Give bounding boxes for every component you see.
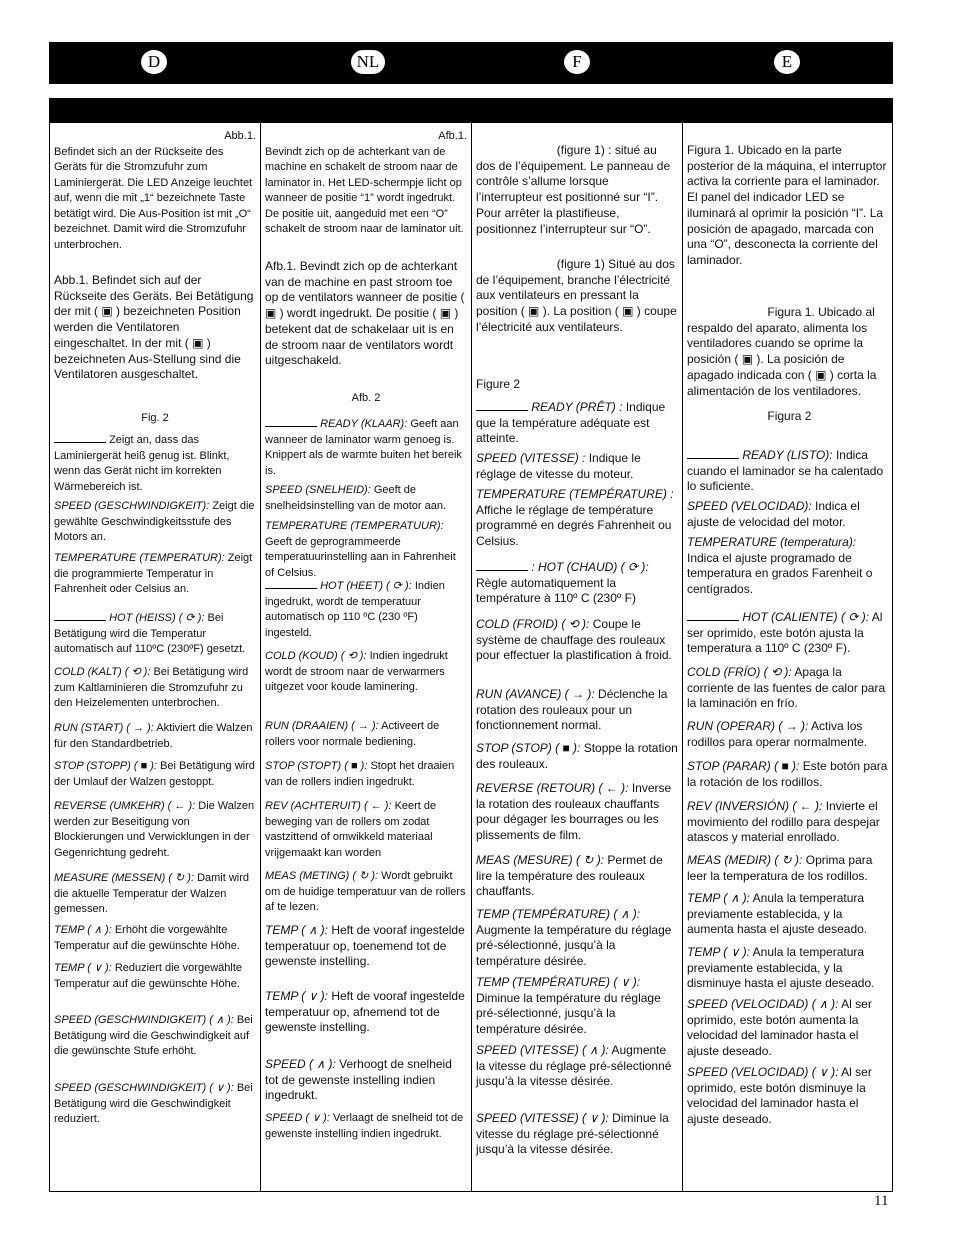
- text-block: [687, 719, 888, 750]
- text-block: [687, 853, 888, 884]
- control-label: RUN (DRAAIEN) ( → ):: [265, 720, 379, 732]
- control-label: TEMP ( ∧ ):: [687, 891, 750, 905]
- control-label: SPEED ( ∨ ):: [265, 1112, 330, 1124]
- description-text: Bei Betätigung wird der Umlauf der Walzen gestoppt.: [54, 760, 255, 788]
- text-block: [687, 535, 888, 598]
- description-text: Activeert de rollers voor normale bediening.: [265, 720, 440, 748]
- text-block: [476, 1043, 678, 1090]
- control-label: HOT (HEISS) ( ⟳ ):: [109, 612, 205, 624]
- control-label: COLD (KOUD) ( ⟲ ):: [265, 650, 367, 662]
- language-header-bar: [49, 42, 893, 84]
- text-block: [687, 665, 888, 712]
- description-text: Zeigt die gewählte Geschwindigkeitsstufe des Motors an.: [54, 500, 255, 543]
- description-text: Anula la temperatura previamente establecida, y la disminuye hasta el ajuste deseado.: [687, 945, 875, 991]
- description-text: Reduziert die vorgewählte Temperatur auf die gewünschte Höhe.: [54, 962, 242, 990]
- blank-line: [476, 399, 528, 411]
- text-block: [476, 377, 678, 393]
- description-text: Bei Betätigung wird die Temperatur automatisch auf 110ºC (230ºF) gesetzt.: [54, 612, 246, 655]
- control-label: SPEED (VELOCIDAD) ( ∨ ):: [687, 1065, 839, 1079]
- text-block: [265, 1057, 467, 1104]
- text-block: [54, 799, 256, 861]
- blank-line: [265, 415, 317, 427]
- figure-reference: Fig. 2: [141, 412, 169, 424]
- text-block: [265, 415, 467, 479]
- text-block: [265, 799, 467, 861]
- page-number: 11: [874, 1193, 889, 1209]
- description-text: Al ser oprimido, este botón disminuye la velocidad del laminador hasta el ajuste deseado.: [687, 1065, 872, 1127]
- control-label: TEMP ( ∨ ):: [687, 945, 750, 959]
- control-label: HOT (CALIENTE) ( ⟳ ):: [742, 610, 870, 624]
- text-block: [265, 129, 467, 238]
- text-block: [687, 799, 888, 846]
- text-block: [54, 129, 256, 253]
- description-text: Indica el ajuste programado de temperatura en grados Farenheit o centígrados.: [687, 550, 873, 597]
- control-label: : HOT (CHAUD) ( ⟳ ):: [531, 560, 649, 574]
- text-block: [687, 945, 888, 992]
- text-block: [265, 259, 467, 369]
- control-label: READY (PRÊT) :: [531, 400, 623, 414]
- description-text: Geeft de geprogrammeerde temperatuurinstelling aan in Fahrenheit of Celsius.: [265, 535, 456, 579]
- blank-line: [687, 609, 739, 621]
- blank-line: [687, 447, 739, 459]
- description-text: Wordt gebruikt om de huidige temperatuur van de rollers af te lezen.: [265, 870, 466, 913]
- control-label: TEMP ( ∨ ):: [265, 989, 328, 1003]
- control-label: TEMP ( ∧ ):: [265, 923, 328, 937]
- figure-reference: Afb. 2: [351, 392, 381, 404]
- control-label: STOP (STOPT) ( ■ ):: [265, 760, 368, 772]
- description-text: (figure 1) Situé au dos de l’équipement, branche l’électricité aux ventilateurs en pressant la position ( ▣ ). La position ( ▣ ) coupe l’électricité aux ventilateurs.: [476, 257, 677, 334]
- text-block: [476, 781, 678, 844]
- blank-line: [54, 609, 106, 621]
- text-block: [687, 997, 888, 1060]
- control-label: SPEED (VELOCIDAD):: [687, 499, 812, 513]
- control-label: REVERSE (RETOUR) ( ← ):: [476, 781, 629, 795]
- text-block: [54, 1081, 256, 1128]
- description-text: Aktiviert die Walzen für den Standardbetrieb.: [54, 722, 253, 750]
- text-block: [476, 487, 678, 550]
- text-block: [476, 907, 678, 970]
- description-text: Bei Betätigung wird die Geschwindigkeit reduziert.: [54, 1082, 253, 1125]
- description-text: Die Walzen werden zur Beseitigung von Blockierungen und Verwicklungen in der Gegenrichtung gedreht.: [54, 800, 255, 859]
- text-block: [687, 1065, 888, 1128]
- control-label: RUN (OPERAR) ( → ):: [687, 719, 809, 733]
- section-title-bar: [49, 98, 893, 123]
- text-block: [54, 961, 256, 992]
- control-label: READY (KLAAR):: [320, 418, 408, 430]
- language-badge-e: E: [774, 50, 800, 74]
- blank-line: [265, 577, 317, 589]
- description-text: Befindet sich an der Rückseite des Geräts für die Stromzufuhr zum Laminiergerät. Die LED Anzeige leuchtet auf, wenn die mit „1“ bezeichnete Taste betätigt wird. Die Aus-Position ist mit „O“ bezeichnet. Damit wird die Stromzufuhr unterbrochen.: [54, 145, 253, 251]
- text-block: [265, 483, 467, 514]
- figure-reference: Afb.1.: [438, 130, 467, 142]
- control-label: SPEED (GESCHWINDIGKEIT) ( ∨ ):: [54, 1082, 234, 1094]
- text-block: [265, 989, 467, 1036]
- description-text: Figura 1. Ubicado al respaldo del aparato, alimenta los ventiladores cuando se oprime la posición ( ▣ ). La posición de apagado indicada con ( ▣ ) corta la alimentación de los ventiladores.: [687, 305, 877, 398]
- control-label: RUN (START) ( → ):: [54, 722, 154, 734]
- control-label: COLD (FRÍO) ( ⟲ ):: [687, 665, 792, 679]
- description-text: Heft de vooraf ingestelde temperatuur op, toenemend tot de gewenste instelling.: [265, 923, 465, 969]
- text-block: [687, 759, 888, 790]
- control-label: MEASURE (MESSEN) ( ↻ ):: [54, 872, 195, 884]
- control-label: STOP (STOP) ( ■ ):: [476, 741, 581, 755]
- language-badge-f: F: [564, 50, 590, 74]
- text-block: [687, 499, 888, 530]
- description-text: Verhoogt de snelheid tot de gewenste instelling indien ingedrukt.: [265, 1057, 452, 1103]
- description-text: Figura 1. Ubicado en la parte posterior de la máquina, el interruptor activa la corriente para el laminador. El panel del indicador LED se iluminará al oprimir la posición “I”. La posición de apagado, marcada con una “O”, desconecta la corriente del laminador.: [687, 143, 887, 267]
- description-text: Indique le réglage de vitesse du moteur.: [476, 451, 641, 481]
- control-label: RUN (AVANCE) ( → ):: [476, 687, 595, 701]
- control-label: TEMP ( ∧ ):: [54, 924, 112, 936]
- text-block: [54, 499, 256, 546]
- blank-line: [54, 431, 106, 443]
- control-label: SPEED (VELOCIDAD) ( ∧ ):: [687, 997, 839, 1011]
- description-text: Zeigt die programmierte Temperatur in Fahrenheit oder Celsius an.: [54, 552, 253, 595]
- description-text: Geeft aan wanneer de laminator warm genoeg is. Knippert als de warmte buiten het bereik is.: [265, 418, 462, 477]
- description-text: Erhöht die vorgewählte Temperatur auf die gewünschte Höhe.: [54, 924, 240, 952]
- control-label: TEMPERATURE (temperatura):: [687, 535, 857, 549]
- text-block: [54, 759, 256, 790]
- text-block: [476, 1111, 678, 1158]
- control-label: STOP (PARAR) ( ■ ):: [687, 759, 800, 773]
- text-block: [476, 451, 678, 482]
- text-block: [265, 719, 467, 750]
- control-label: SPEED ( ∧ ):: [265, 1057, 336, 1071]
- column-german: [50, 123, 260, 1191]
- blank-line: [476, 559, 528, 571]
- control-label: SPEED (VITESSE) :: [476, 451, 586, 465]
- text-block: [54, 721, 256, 752]
- description-text: Bei Betätigung wird zum Kaltlaminieren die Stromzufuhr zu den Heizelementen unterbrochen.: [54, 666, 249, 709]
- description-text: Stopt het draaien van de rollers indien ingedrukt.: [265, 760, 455, 788]
- text-block: [54, 273, 256, 383]
- description-text: Coupe le système de chauffage des rouleaux pour effectuer la plastification à froid.: [476, 617, 672, 663]
- control-label: COLD (FROID) ( ⟲ ):: [476, 617, 590, 631]
- control-label: MEAS (MEDIR) ( ↻ ):: [687, 853, 803, 867]
- description-text: (figure 1) : situé au dos de l’équipement. Le panneau de contrôle s’allume lorsque l’interrupteur est positionné sur “I”. Pour arrêter la plastifieuse, positionnez l’interrupteur sur “O”.: [476, 143, 671, 236]
- description-text: Déclenche la rotation des rouleaux pour un fonctionnement normal.: [476, 687, 668, 733]
- control-label: REVERSE (UMKEHR) ( ← ):: [54, 800, 196, 812]
- control-label: TEMPERATURE (TEMPERATUUR):: [265, 520, 444, 532]
- text-block: [265, 391, 467, 407]
- description-text: Bevindt zich op de achterkant van de machine en schakelt de stroom naar de laminator in. Het LED-schermpje licht op wanneer de positie “1” wordt ingedrukt. De positie uit, aangeduid met een “O” schakelt de stroom naar de laminator uit.: [265, 145, 464, 235]
- description-text: Indien ingedrukt wordt de stroom naar de verwarmers uitgezet voor koude laminering.: [265, 650, 448, 693]
- text-block: [54, 411, 256, 427]
- control-label: SPEED (VITESSE) ( ∨ ):: [476, 1111, 609, 1125]
- text-block: [265, 649, 467, 696]
- text-block: [265, 519, 467, 581]
- column-dutch: [260, 123, 471, 1191]
- description-text: Keert de beweging van de rollers om zodat vastzittend of omwikkeld materiaal vrijgemaakt kan worden: [265, 800, 437, 859]
- control-label: TEMPERATURE (TEMPÉRATURE) :: [476, 487, 674, 501]
- text-block: [687, 143, 888, 269]
- column-french: [471, 123, 682, 1191]
- text-block: [265, 577, 467, 641]
- control-label: TEMP ( ∨ ):: [54, 962, 112, 974]
- control-label: TEMPERATURE (TEMPERATUR):: [54, 552, 225, 564]
- description-text: Verlaagt de snelheid tot de gewenste instelling indien ingedrukt.: [265, 1112, 464, 1140]
- text-block: [687, 609, 888, 657]
- text-block: [265, 923, 467, 970]
- text-block: [476, 617, 678, 664]
- description-text: Zeigt an, dass das Laminiergerät heiß genug ist. Blinkt, wenn das Gerät nicht im korrekten Wärmebereich ist.: [54, 434, 230, 493]
- text-block: [54, 609, 256, 658]
- text-block: [54, 551, 256, 598]
- text-block: [687, 891, 888, 938]
- description-text: Diminue la température du réglage pré-sélectionné, jusqu’à la température désirée.: [476, 990, 661, 1037]
- text-block: [476, 975, 678, 1038]
- text-block: [54, 665, 256, 712]
- description-text: Figura 2: [767, 409, 812, 423]
- text-block: [265, 759, 467, 790]
- text-block: [687, 305, 888, 399]
- control-label: REV (ACHTERUIT) ( ← ):: [265, 800, 392, 812]
- text-block: [476, 399, 678, 447]
- description-text: Este botón para la rotación de los rodillos.: [687, 759, 888, 789]
- text-block: [476, 687, 678, 734]
- description-text: Al ser oprimido, este botón aumenta la velocidad del laminador hasta el ajuste deseado.: [687, 997, 872, 1059]
- description-text: Figure 2: [476, 377, 521, 391]
- control-label: SPEED (GESCHWINDIGKEIT) ( ∧ ):: [54, 1014, 234, 1026]
- control-label: SPEED (GESCHWINDIGKEIT):: [54, 500, 210, 512]
- description-text: Indique que la température adéquate est atteinte.: [476, 400, 666, 446]
- control-label: SPEED (SNELHEID):: [265, 484, 371, 496]
- figure-reference: Abb.1.: [224, 130, 256, 142]
- text-block: [54, 1013, 256, 1060]
- text-block: [54, 431, 256, 495]
- text-block: [265, 869, 467, 916]
- description-text: Diminue la vitesse du réglage pré-sélectionné jusqu’à la vitesse désirée.: [476, 1111, 669, 1157]
- text-block: [54, 871, 256, 918]
- text-block: [476, 559, 678, 607]
- description-text: Indica el ajuste de velocidad del motor.: [687, 499, 860, 529]
- description-text: Anula la temperatura previamente establecida, y la aumenta hasta el ajuste deseado.: [687, 891, 868, 937]
- description-text: Apaga la corriente de las fuentes de calor para la laminación en frío.: [687, 665, 886, 711]
- description-text: Abb.1. Befindet sich auf der Rückseite des Geräts. Bei Betätigung der mit ( ▣ ) bezeichneten Position werden die Ventilatoren eingeschaltet. In der mit ( ▣ ) bezeichneten Aus-Stellung sind die Ventilatoren ausgeschaltet.: [54, 273, 254, 382]
- description-text: Inverse la rotation des rouleaux chauffants pour dégager les bourrages ou les plissements de film.: [476, 781, 672, 843]
- description-text: Geeft de snelheidsinstelling van de motor aan.: [265, 484, 447, 512]
- description-text: Indien ingedrukt, wordt de temperatuur automatisch op 110 ºC (230 ºF) ingesteld.: [265, 580, 445, 639]
- language-badge-d: D: [141, 50, 167, 74]
- description-text: Permet de lire la température des rouleaux chauffants.: [476, 853, 663, 899]
- control-label: STOP (STOPP) ( ■ ):: [54, 760, 158, 772]
- text-block: [476, 257, 678, 336]
- text-block: [476, 143, 678, 237]
- description-text: Bei Betätigung wird die Geschwindigkeit auf die gewünschte Stufe erhöht.: [54, 1014, 253, 1057]
- control-label: TEMP (TEMPÉRATURE) ( ∨ ):: [476, 975, 641, 989]
- description-text: Indica cuando el laminador se ha calentado lo suficiente.: [687, 448, 884, 494]
- control-label: READY (LISTO):: [742, 448, 833, 462]
- control-label: TEMP (TEMPÉRATURE) ( ∧ ):: [476, 907, 641, 921]
- control-label: REV (INVERSIÓN) ( ← ):: [687, 799, 823, 813]
- description-text: Activa los rodillos para operar normalmente.: [687, 719, 868, 749]
- text-block: [476, 741, 678, 772]
- text-block: [265, 1111, 467, 1142]
- description-text: Damit wird die aktuelle Temperatur der Walzen gemessen.: [54, 872, 250, 915]
- text-block: [476, 853, 678, 900]
- description-text: Stoppe la rotation des rouleaux.: [476, 741, 678, 771]
- text-block: [687, 409, 888, 425]
- description-text: Heft de vooraf ingestelde temperatuur op, afnemend tot de gewenste instelling.: [265, 989, 465, 1035]
- control-label: SPEED (VITESSE) ( ∧ ):: [476, 1043, 609, 1057]
- description-text: Afb.1. Bevindt zich op de achterkant van de machine en past stroom toe op de ventilators wanneer de positie ( ▣ ) wordt ingedrukt. De positie ( ▣ ) betekent dat de schakelaar uit is en de stroom naar de ventilators wordt uitgeschakeld.: [265, 259, 465, 368]
- description-text: Al ser oprimido, este botón ajusta la temperatura a 110º C (230º F).: [687, 610, 883, 656]
- control-label: MEAS (METING) ( ↻ ):: [265, 870, 379, 882]
- text-block: [54, 923, 256, 954]
- control-label: MEAS (MESURE) ( ↻ ):: [476, 853, 605, 867]
- control-label: COLD (KALT) ( ⟲ ):: [54, 666, 151, 678]
- text-block: [687, 447, 888, 495]
- control-label: HOT (HEET) ( ⟳ ):: [320, 580, 412, 592]
- column-spanish: [682, 123, 892, 1191]
- language-badge-nl: NL: [351, 50, 385, 74]
- description-text: Augmente la vitesse du réglage pré-sélectionné jusqu’à la vitesse désirée.: [476, 1043, 672, 1089]
- description-text: Affiche le réglage de température programmé en degrés Fahrenheit ou Celsius.: [476, 502, 672, 549]
- content-frame: [49, 123, 893, 1192]
- description-text: Augmente la température du réglage pré-sélectionné, jusqu’à la température désirée.: [476, 922, 672, 969]
- description-text: Oprima para leer la temperatura de los rodillos.: [687, 853, 873, 883]
- description-text: Invierte el movimiento del rodillo para despejar atascos y material enrollado.: [687, 799, 880, 845]
- description-text: Règle automatiquement la température à 110º C (230º F): [476, 575, 636, 606]
